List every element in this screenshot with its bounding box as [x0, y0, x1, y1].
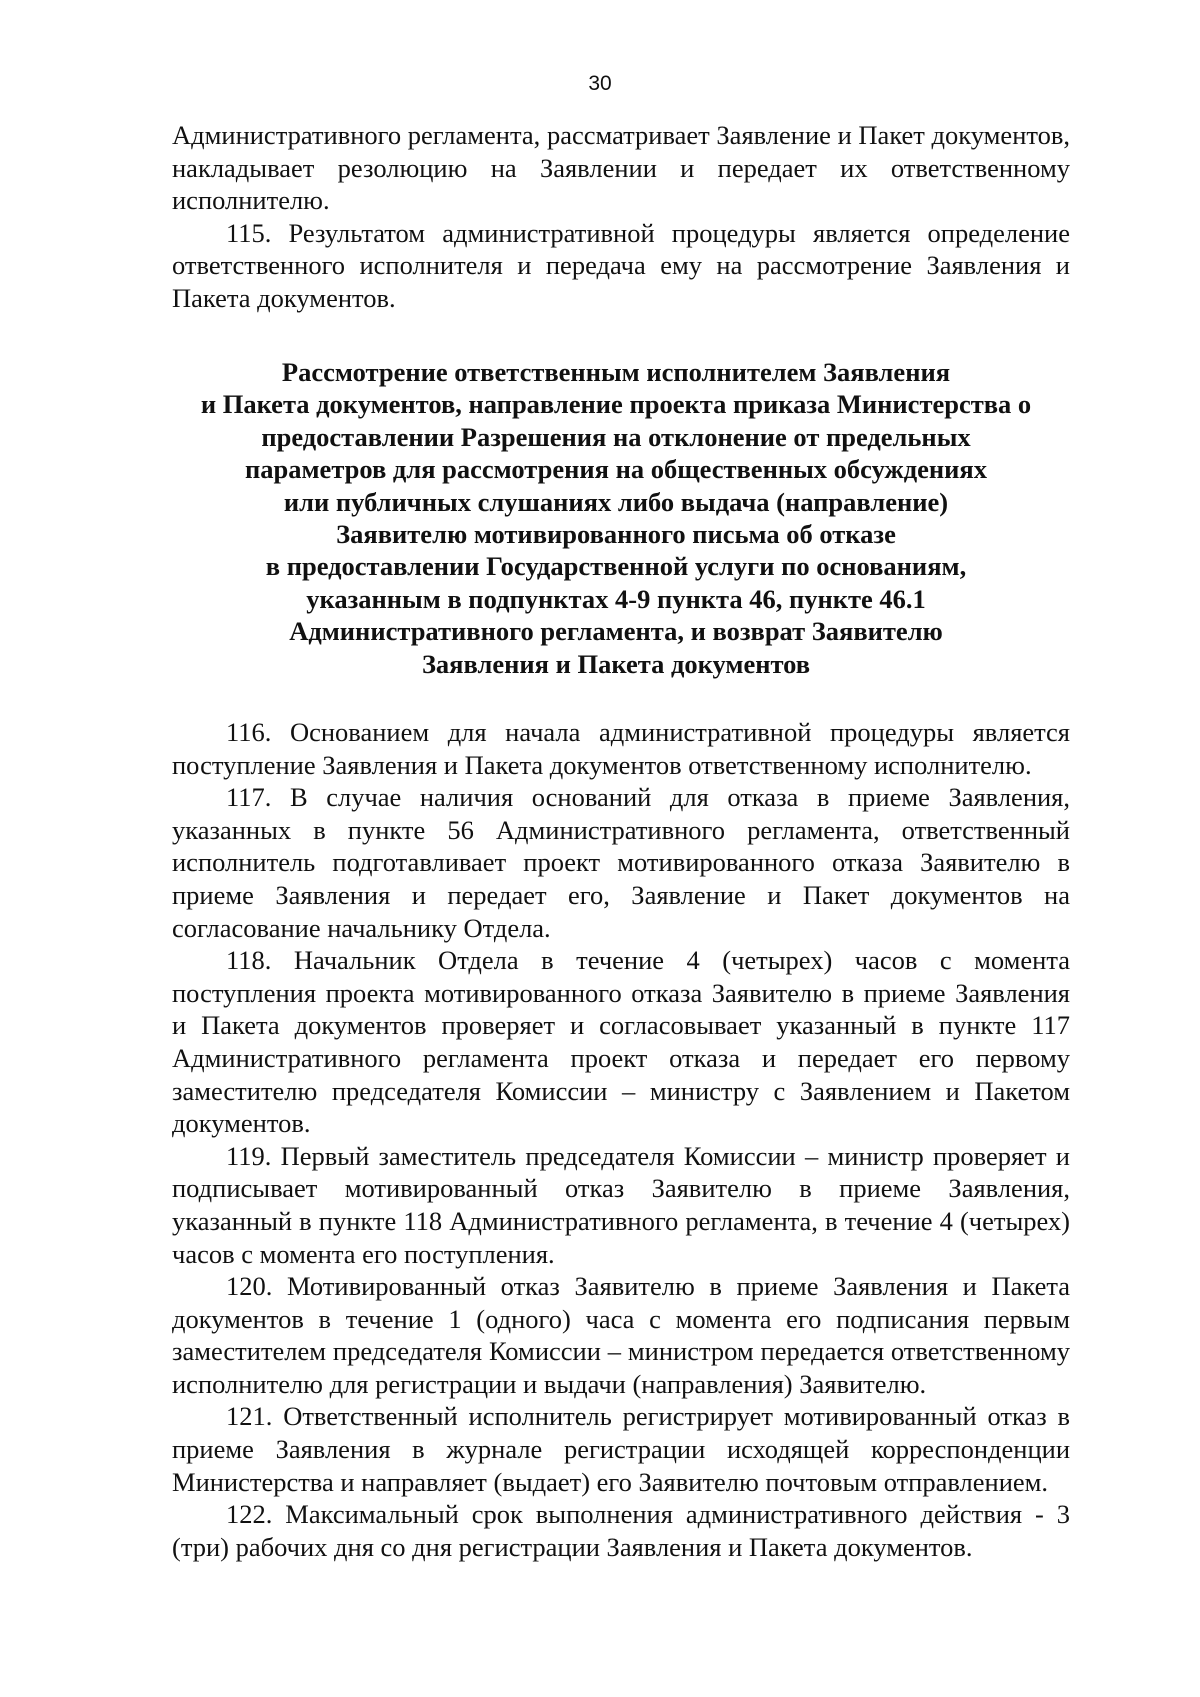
- paragraph-117: 117. В случае наличия оснований для отказа в приеме Заявления, указанных в пункте 56 Административного регламента, ответственный исполнитель подготавливает проект мотивированного отказа Заявителю в приеме Заявления и передает его, Заявление и Пакет документов на согласование начальнику Отдела.: [172, 782, 1070, 943]
- paragraph-115: 115. Результатом административной процедуры является определение ответственного исполнителя и передача ему на рассмотрение Заявления и Пакета документов.: [172, 217, 1070, 313]
- paragraph-118: 118. Начальник Отдела в течение 4 (четырех) часов с момента поступления проекта мотивированного отказа Заявителю в приеме Заявления и Пакета документов проверяет и согласовывает указанный в пункте 117 Административного регламента проект отказа и передает его первому заместителю председателя Комиссии – министру с Заявлением и Пакетом документов.: [172, 945, 1070, 1139]
- heading-line: предоставлении Разрешения на отклонение от предельных: [261, 421, 971, 452]
- paragraph-120: 120. Мотивированный отказ Заявителю в приеме Заявления и Пакета документов в течение 1 (одного) часа с момента его подписания первым заместителем председателя Комиссии – министром передается ответственному исполнителю для регистрации и выдачи (направления) Заявителю.: [172, 1271, 1070, 1399]
- paragraph-116: 116. Основанием для начала административной процедуры является поступление Заявления и Пакета документов ответственному исполнителю.: [172, 717, 1070, 780]
- section-body: [172, 716, 1070, 1563]
- paragraph-continuation: Административного регламента, рассматривает Заявление и Пакет документов, накладывает резолюцию на Заявлении и передает их ответственному исполнителю.: [172, 120, 1070, 216]
- heading-line: Административного регламента, и возврат Заявителю: [289, 616, 943, 647]
- paragraph-119: 119. Первый заместитель председателя Комиссии – министр проверяет и подписывает мотивированный отказ Заявителю в приеме Заявления, указанный в пункте 118 Административного регламента, в течение 4 (четырех) часов с момента его поступления.: [172, 1140, 1070, 1269]
- heading-line: в предоставлении Государственной услуги по основаниям,: [265, 551, 967, 582]
- heading-line: и Пакета документов, направление проекта приказа Министерства о: [200, 389, 1032, 420]
- heading-line: Заявления и Пакета документов: [421, 648, 811, 679]
- page-number: 30: [588, 72, 612, 95]
- preceding-text: [172, 119, 1070, 315]
- paragraph-121: 121. Ответственный исполнитель регистрирует мотивированный отказ в приеме Заявления в журнале регистрации исходящей корреспонденции Министерства и направляет (выдает) его Заявителю почтовым отправлением.: [172, 1401, 1070, 1497]
- heading-line: Заявителю мотивированного письма об отказе: [336, 519, 896, 550]
- heading-line: Рассмотрение ответственным исполнителем Заявления: [281, 357, 951, 387]
- paragraph-122: 122. Максимальный срок выполнения административного действия - 3 (три) рабочих дня со дня регистрации Заявления и Пакета документов.: [172, 1499, 1070, 1562]
- heading-line: или публичных слушаниях либо выдача (направление): [283, 486, 949, 517]
- section-heading: [150, 356, 1082, 680]
- heading-line: параметров для рассмотрения на общественных обсуждениях: [245, 454, 987, 485]
- heading-line: указанным в подпунктах 4-9 пункта 46, пункте 46.1: [306, 583, 926, 614]
